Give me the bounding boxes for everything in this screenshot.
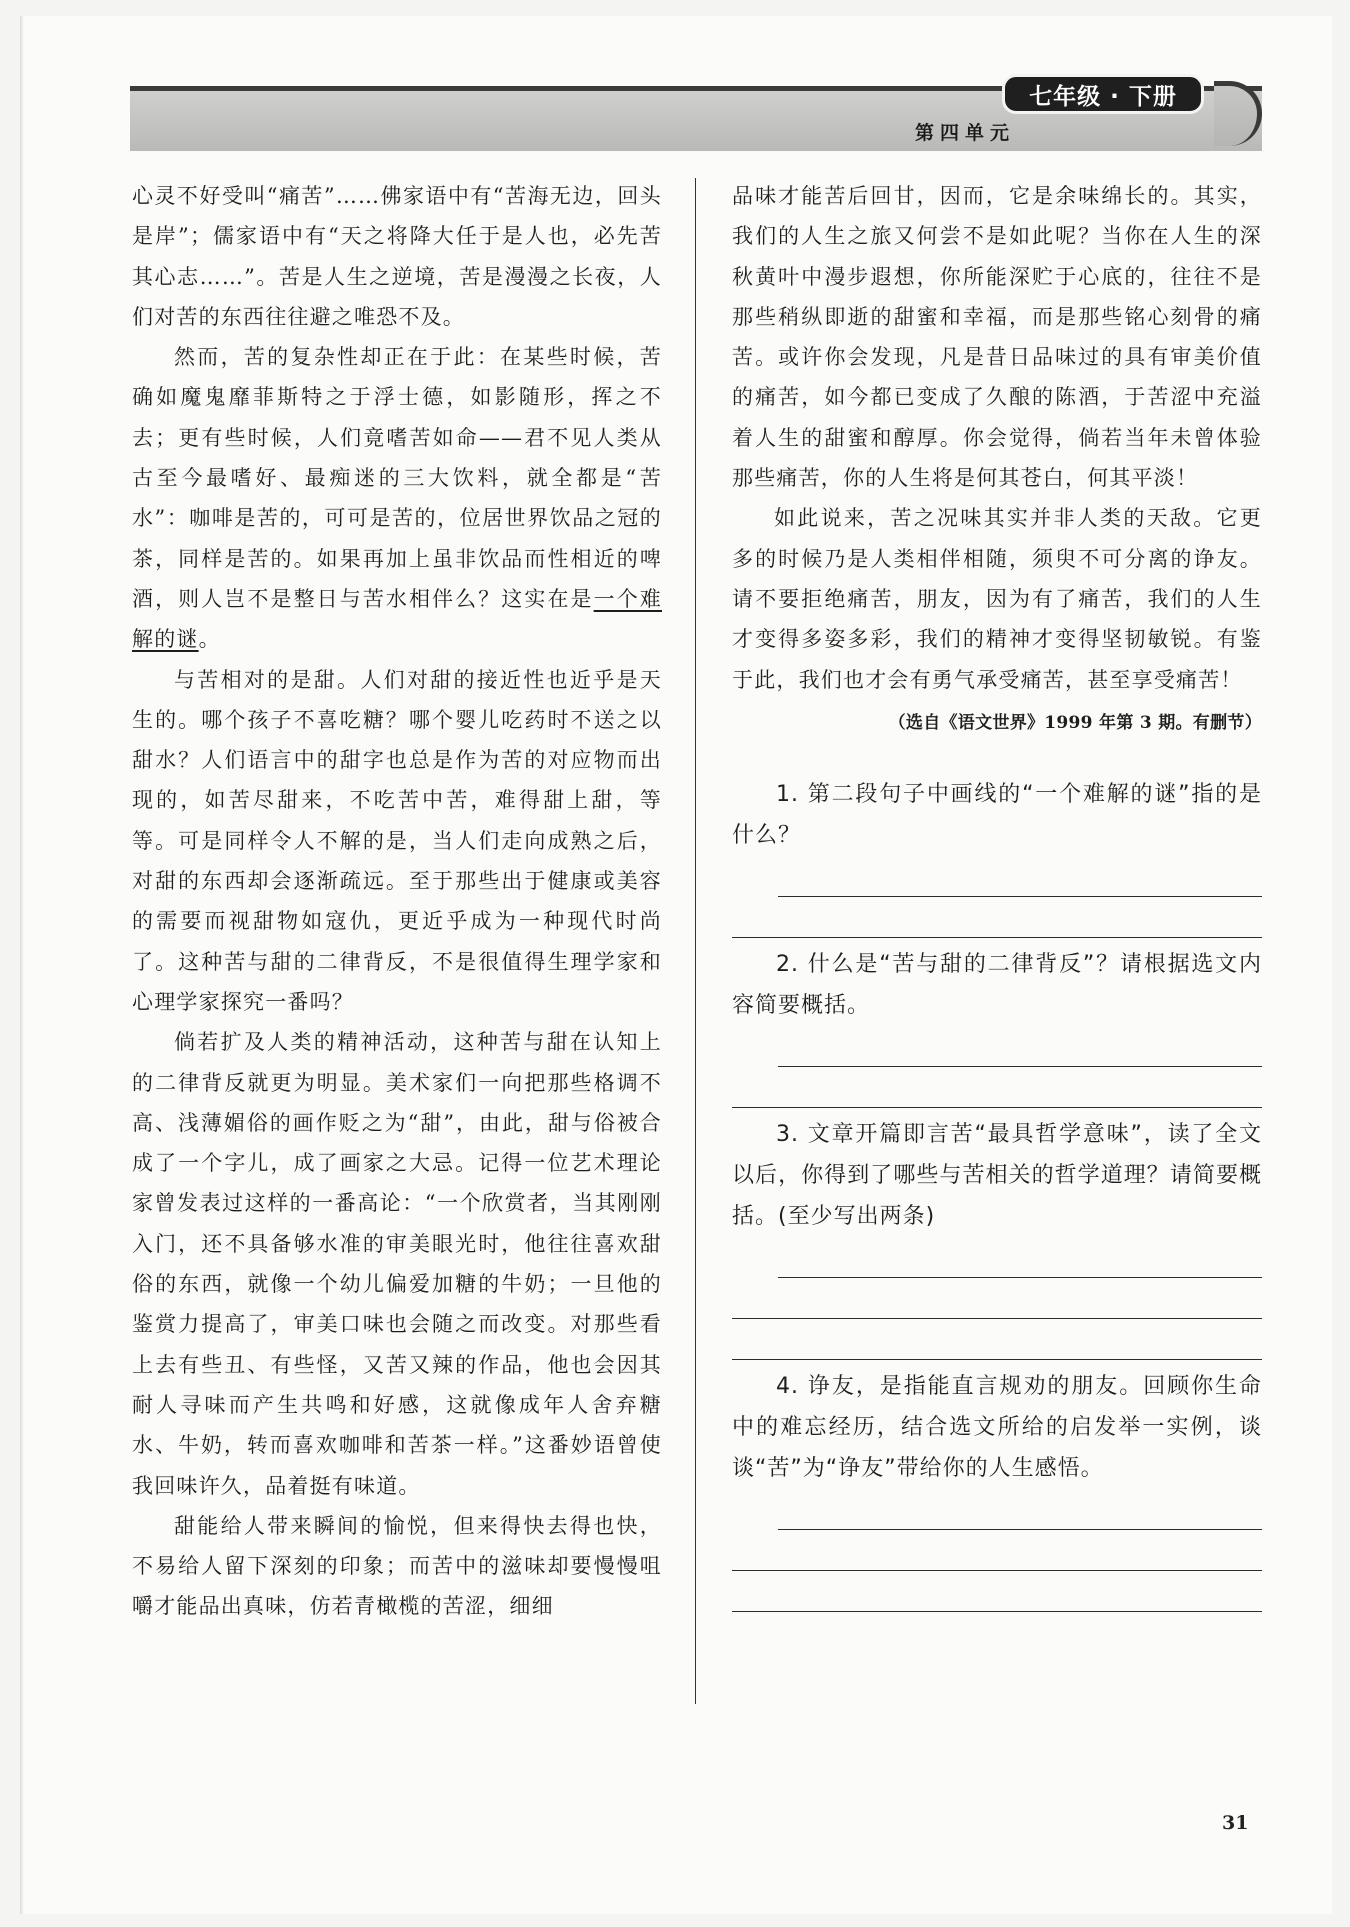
question-4-text: 4. 诤友，是指能直言规劝的朋友。回顾你生命中的难忘经历，结合选文所给的启发举一实例，谈谈“苦”为“诤友”带给你的人生感悟。 <box>732 1373 1262 1481</box>
article-paragraph-7: 如此说来，苦之况味其实并非人类的天敌。它更多的时候乃是人类相伴相随，须臾不可分离的诤友。请不要拒绝痛苦，朋友，因为有了痛苦，我们的人生才变得多姿多彩，我们的精神才变得坚韧敏锐。有鉴于此，我们也才会有勇气承受痛苦，甚至享受痛苦！ <box>732 506 1262 692</box>
question-3 <box>732 1114 1262 1360</box>
unit-label: 第四单元 <box>914 122 1015 144</box>
question-1-text: 1. 第二段句子中画线的“一个难解的谜”指的是什么？ <box>732 781 1262 848</box>
left-column <box>132 176 662 1627</box>
column-divider <box>695 178 696 1704</box>
answer-line[interactable] <box>732 1067 1262 1108</box>
answer-line[interactable] <box>778 1237 1262 1278</box>
right-column <box>732 176 1262 1612</box>
answer-line[interactable] <box>732 1530 1262 1571</box>
grade-tab: 七年级 · 下册 <box>1002 74 1204 114</box>
page-number: 31 <box>1222 1812 1249 1834</box>
article-paragraph-3: 与苦相对的是甜。人们对甜的接近性也近乎是天生的。哪个孩子不喜吃糖？哪个婴儿吃药时不送之以甜水？人们语言中的甜字也总是作为苦的对应物而出现的，如苦尽甜来，不吃苦中苦，难得甜上甜，等等。可是同样令人不解的是，当人们走向成熟之后，对甜的东西却会逐渐疏远。至于那些出于健康或美容的需要而视甜物如寇仇，更近乎成为一种现代时尚了。这种苦与甜的二律背反，不是很值得生理学家和心理学家探究一番吗？ <box>132 667 662 1014</box>
article-paragraph-1: 心灵不好受叫“痛苦”……佛家语中有“苦海无边，回头是岸”；儒家语中有“天之将降大任于是人也，必先苦其心志……”。苦是人生之逆境，苦是漫漫之长夜，人们对苦的东西往往避之唯恐不及。 <box>132 184 662 329</box>
source-citation: （选自《语文世界》1999 年第 3 期。有删节） <box>888 712 1262 733</box>
question-3-text: 3. 文章开篇即言苦“最具哲学意味”，读了全文以后，你得到了哪些与苦相关的哲学道理？请简要概括。(至少写出两条) <box>732 1121 1262 1229</box>
question-2-text: 2. 什么是“苦与甜的二律背反”？请根据选文内容简要概括。 <box>732 951 1262 1018</box>
answer-line[interactable] <box>778 1026 1262 1067</box>
answer-line[interactable] <box>778 856 1262 897</box>
underlined-phrase: 一个难解的谜 <box>132 586 663 652</box>
article-paragraph-4: 倘若扩及人类的精神活动，这种苦与甜在认知上的二律背反就更为明显。美术家们一向把那些格调不高、浅薄媚俗的画作贬之为“甜”，由此，甜与俗被合成了一个字儿，成了画家之大忌。记得一位艺术理论家曾发表过这样的一番高论：“一个欣赏者，当其刚刚入门，还不具备够水准的审美眼光时，他往往喜欢甜俗的东西，就像一个幼儿偏爱加糖的牛奶；一旦他的鉴赏力提高了，审美口味也会随之而改变。对那些看上去有些丑、有些怪，又苦又辣的作品，他也会因其耐人寻味而产生共鸣和好感，这就像成年人舍弃糖水、牛奶，转而喜欢咖啡和苦茶一样。”这番妙语曾使我回味许久，品着挺有味道。 <box>132 1030 662 1498</box>
answer-line[interactable] <box>732 1571 1262 1612</box>
article-paragraph-5: 甜能给人带来瞬间的愉悦，但来得快去得也快，不易给人留下深刻的印象；而苦中的滋味却要慢慢咀嚼才能品出真味，仿若青橄榄的苦涩，细细 <box>132 1513 662 1619</box>
question-4 <box>732 1366 1262 1612</box>
question-1 <box>732 774 1262 938</box>
answer-line[interactable] <box>732 897 1262 938</box>
answer-line[interactable] <box>778 1489 1262 1530</box>
paragraph-2-text: 然而，苦的复杂性却正在于此：在某些时候，苦确如魔鬼靡菲斯特之于浮士德，如影随形，挥之不去；更有些时候，人们竟嗜苦如命——君不见人类从古至今最嗜好、最痴迷的三大饮料，就全都是“苦水”：咖啡是苦的，可可是苦的，位居世界饮品之冠的茶，同样是苦的。如果再加上虽非饮品而性相近的啤酒，则人岂不是整日与苦水相伴么？这实在是 <box>132 345 662 611</box>
paragraph-2-end: 。 <box>198 627 221 652</box>
answer-line[interactable] <box>732 1319 1262 1360</box>
question-2 <box>732 944 1262 1108</box>
article-paragraph-6: 品味才能苦后回甘，因而，它是余味绵长的。其实，我们的人生之旅又何尝不是如此呢？当你在人生的深秋黄叶中漫步遐想，你所能深贮于心底的，往往不是那些稍纵即逝的甜蜜和幸福，而是那些铭心刻骨的痛苦。或许你会发现，凡是昔日品味过的具有审美价值的痛苦，如今都已变成了久酿的陈酒，于苦涩中充溢着人生的甜蜜和醇厚。你会觉得，倘若当年未曾体验那些痛苦，你的人生将是何其苍白，何其平淡！ <box>732 184 1262 491</box>
page-edge-shadow <box>20 16 24 1914</box>
answer-line[interactable] <box>732 1278 1262 1319</box>
article-paragraph-2 <box>132 337 662 659</box>
